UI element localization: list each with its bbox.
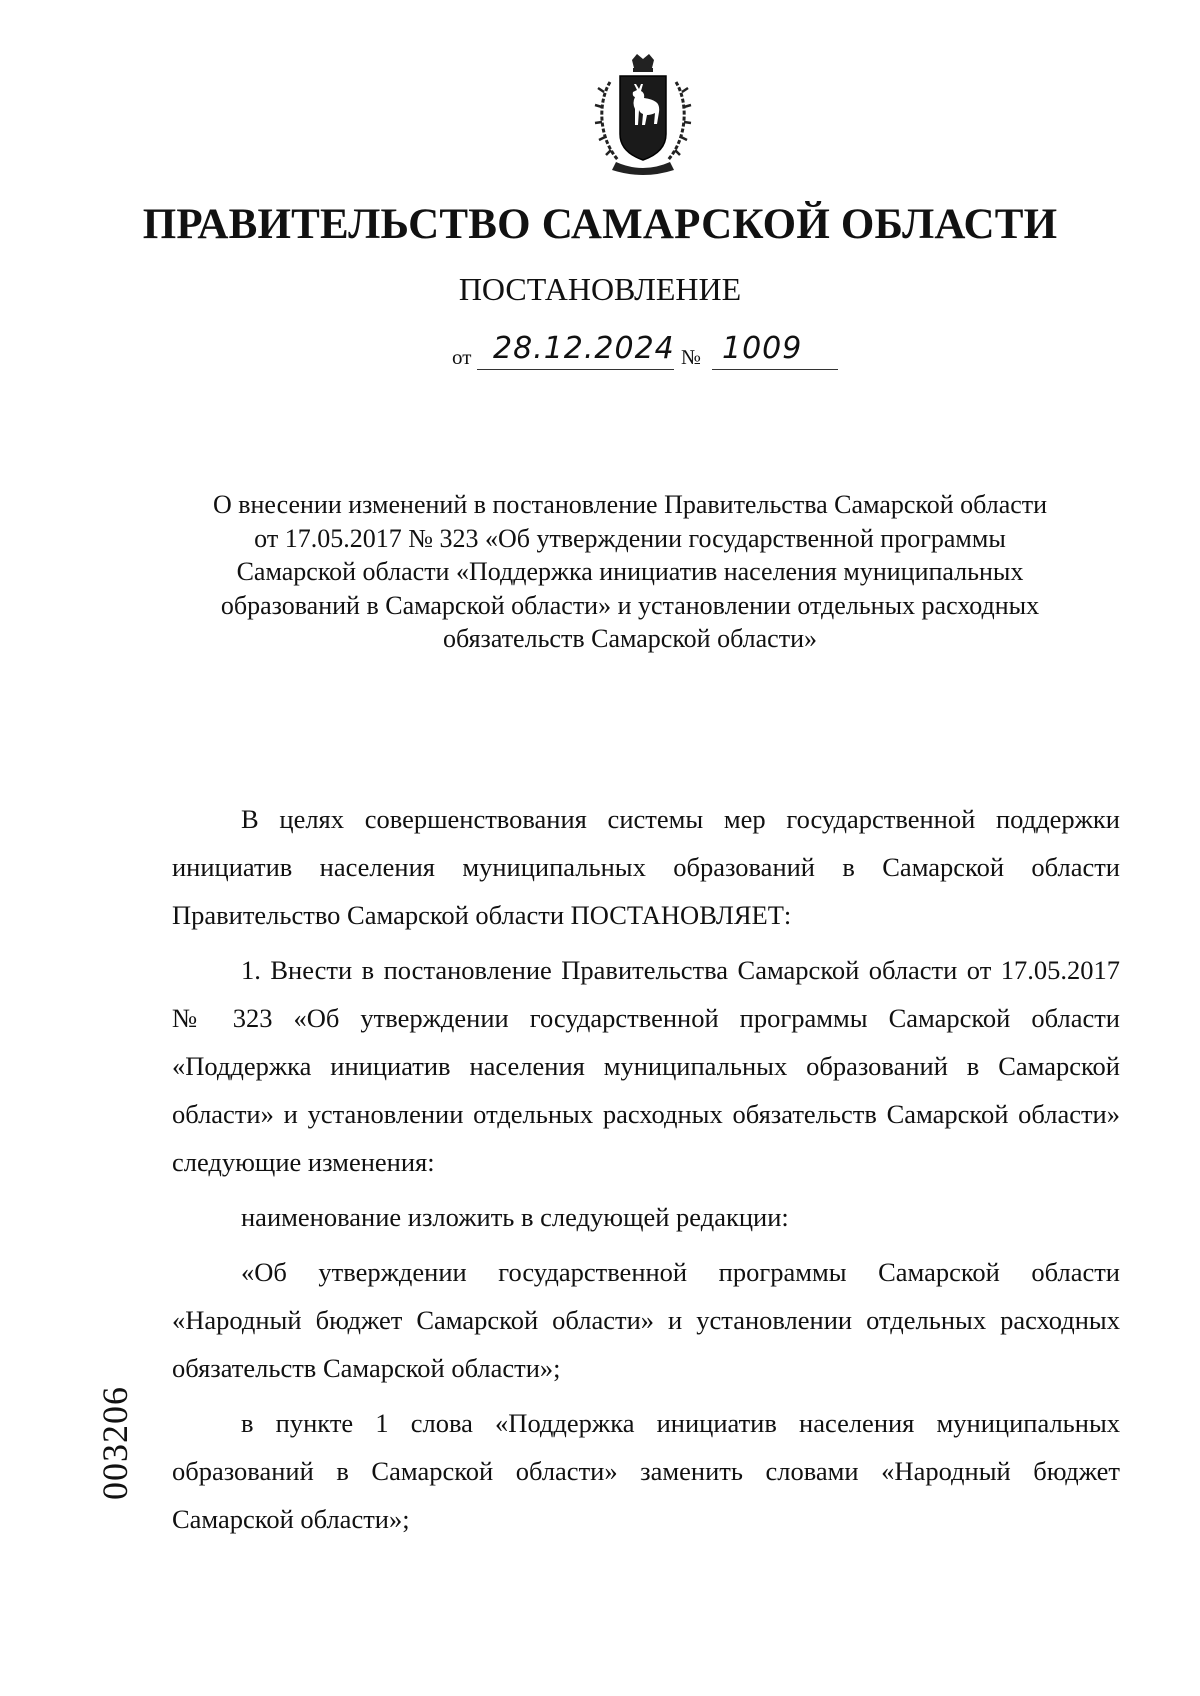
subject-line: образований в Самарской области» и установлении отдельных расходных: [220, 590, 1040, 620]
registration-number: 003206: [95, 1386, 135, 1500]
subject-line: Самарской области «Поддержка инициатив населения муниципальных: [236, 557, 1024, 586]
subject-line: О внесении изменений в постановление Правительства Самарской области: [212, 490, 1048, 519]
subject-line: от 17.05.2017 № 323 «Об утверждении государственной программы: [254, 523, 1006, 553]
body-paragraph-preamble: В целях совершенствования системы мер государственной поддержки инициатив населения муниципальных образований в Самарской области Правительство Самарской области ПОСТАНОВЛЯЕТ:: [172, 804, 1120, 930]
date-number-line: [0, 333, 1200, 373]
body-paragraph-new-title: «Об утверждении государственной программы Самарской области «Народный бюджет Самарской области» и установлении отдельных расходных обязательств Самарской области»;: [172, 1257, 1120, 1383]
body-paragraph-item-1: 1. Внести в постановление Правительства Самарской области от 17.05.2017 № 323 «Об утверждении государственной программы Самарской области «Поддержка инициатив населения муниципальных образований в Самарской области» и установлении отдельных расходных обязательств Самарской области» следующие изменения:: [172, 955, 1120, 1177]
number-label: №: [681, 345, 702, 369]
date-label: от: [452, 345, 472, 369]
number-underline: [712, 369, 838, 370]
coat-of-arms-emblem: [588, 52, 698, 180]
handwritten-date: 28.12.2024: [493, 331, 675, 366]
document-body: [172, 795, 1120, 1550]
date-underline: [477, 369, 674, 370]
handwritten-number: 1009: [722, 331, 803, 366]
body-paragraph-title-change: наименование изложить в следующей редакции:: [241, 1202, 789, 1232]
body-paragraph-point-1-change: в пункте 1 слова «Поддержка инициатив населения муниципальных образований в Самарской области» заменить словами «Народный бюджет Самарской области»;: [172, 1408, 1120, 1534]
document-type: ПОСТАНОВЛЕНИЕ: [458, 271, 742, 307]
government-title: ПРАВИТЕЛЬСТВО САМАРСКОЙ ОБЛАСТИ: [142, 201, 1058, 248]
document-subject: [160, 488, 1100, 656]
subject-line: обязательств Самарской области»: [443, 624, 817, 653]
